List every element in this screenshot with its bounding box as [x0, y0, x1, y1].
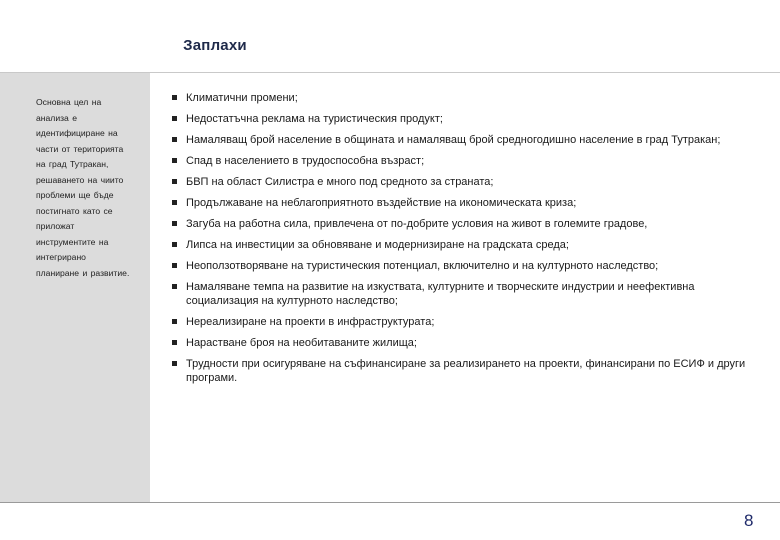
list-item: [165, 315, 755, 329]
list-item: [165, 154, 755, 168]
threat-text: Продължаване на неблагоприятното въздействие на икономическата криза;: [186, 197, 577, 209]
threat-text: Загуба на работна сила, привлечена от по-добрите условия на живот в големите градове,: [186, 218, 648, 230]
list-item: [165, 133, 755, 147]
threat-text: Липса на инвестиции за обновяване и модернизиране на градската среда;: [186, 239, 569, 251]
square-bullet-icon: [172, 179, 177, 184]
threat-text: Намаляващ брой население в общината и намаляващ брой средногодишно население в град Тутракан;: [186, 134, 721, 146]
list-item: [165, 336, 755, 350]
page-title: Заплахи: [183, 37, 247, 54]
list-item: [165, 196, 755, 210]
square-bullet-icon: [172, 242, 177, 247]
list-item: [165, 280, 755, 308]
threat-text: Климатични промени;: [186, 92, 298, 104]
threat-text: Нарастване броя на необитаваните жилища;: [186, 337, 417, 349]
list-item: [165, 357, 755, 385]
sidebar-description: Основна цел на анализа е идентифициране на части от територията на град Тутракан, решаването на чиито проблеми ще бъде постигнато като се приложат инструментите на интегрирано планиране и развитие.: [36, 97, 130, 278]
threat-text: БВП на област Силистра е много под средното за страната;: [186, 176, 494, 188]
threat-text: Неоползотворяване на туристическия потенциал, включително и на културното наследство;: [186, 260, 659, 272]
square-bullet-icon: [172, 116, 177, 121]
page-number: 8: [744, 511, 754, 530]
threat-text: Недостатъчна реклама на туристическия продукт;: [186, 113, 443, 125]
square-bullet-icon: [172, 137, 177, 142]
footer-divider: [0, 502, 780, 503]
square-bullet-icon: [172, 340, 177, 345]
list-item: [165, 259, 755, 273]
square-bullet-icon: [172, 200, 177, 205]
threat-text: Трудности при осигуряване на съфинансиране за реализирането на проекти, финансирани по ЕСИФ и други програми.: [186, 358, 746, 384]
list-item: [165, 175, 755, 189]
list-item: [165, 112, 755, 126]
square-bullet-icon: [172, 319, 177, 324]
square-bullet-icon: [172, 95, 177, 100]
square-bullet-icon: [172, 284, 177, 289]
threat-text: Спад в населението в трудоспособна възраст;: [186, 155, 425, 167]
square-bullet-icon: [172, 221, 177, 226]
list-item: [165, 217, 755, 231]
list-item: [165, 91, 755, 105]
square-bullet-icon: [172, 361, 177, 366]
square-bullet-icon: [172, 263, 177, 268]
list-item: [165, 238, 755, 252]
threats-list: [165, 91, 755, 392]
threat-text: Нереализиране на проекти в инфраструктурата;: [186, 316, 435, 328]
square-bullet-icon: [172, 158, 177, 163]
threat-text: Намаляване темпа на развитие на изкуствата, културните и творческите индустрии и неефективна социализация на културното наследство;: [186, 281, 695, 307]
